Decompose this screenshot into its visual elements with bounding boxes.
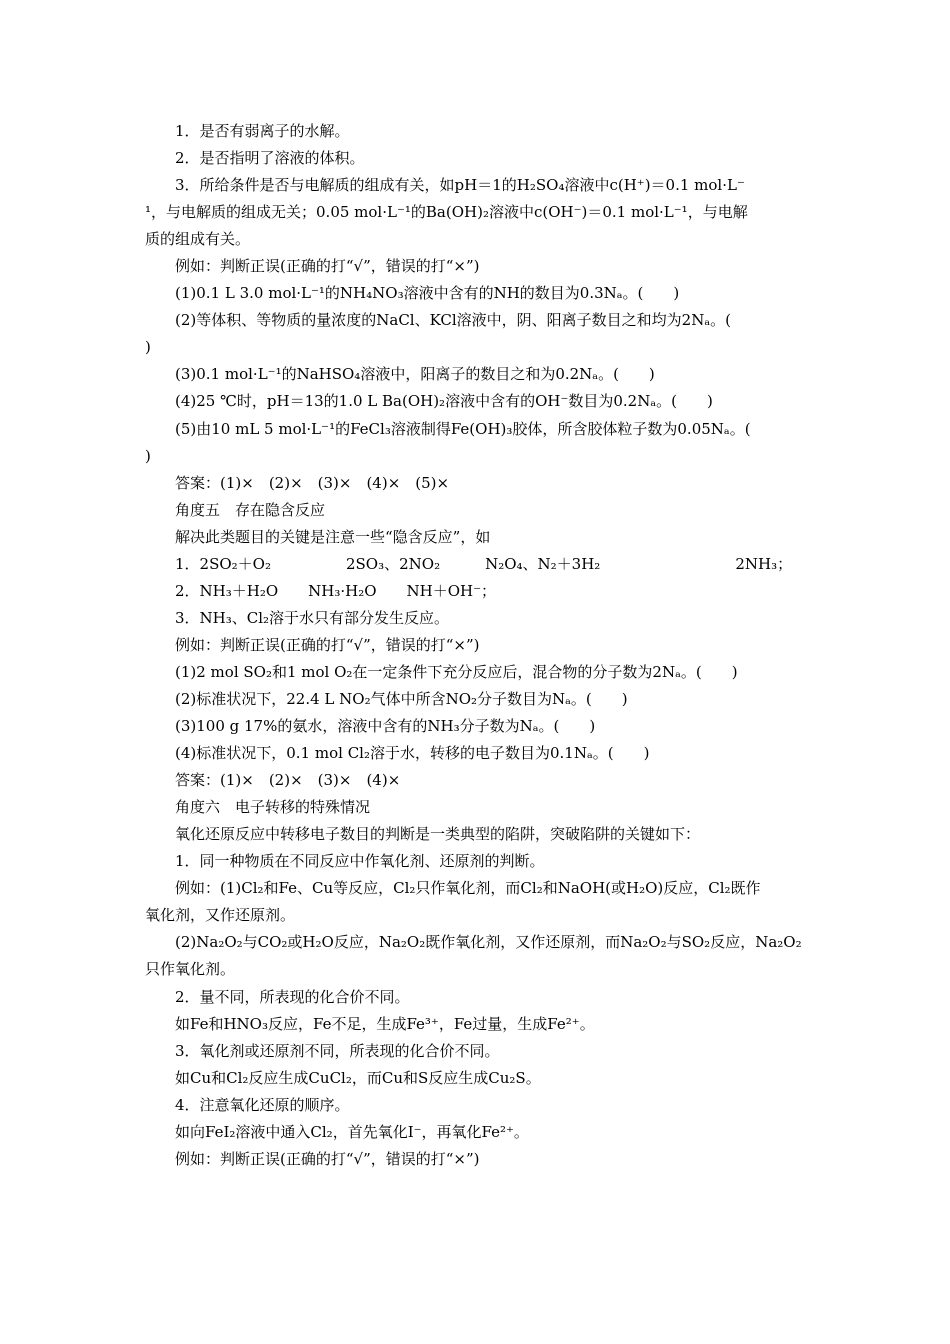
- text-line: (4)标准状况下，0.1 mol Cl₂溶于水，转移的电子数目为0.1Nₐ。( ): [175, 744, 650, 763]
- text-line: 答案：(1)× (2)× (3)× (4)×: [175, 771, 401, 790]
- text-line: (2)Na₂O₂与CO₂或H₂O反应，Na₂O₂既作氧化剂，又作还原剂，而Na₂O₂与SO₂反应，Na₂O₂: [175, 933, 802, 952]
- text-line: (3)100 g 17%的氨水，溶液中含有的NH₃分子数为Nₐ。( ): [175, 717, 596, 736]
- text-line: (3)0.1 mol·L⁻¹的NaHSO₄溶液中，阳离子的数目之和为0.2Nₐ。( ): [175, 365, 655, 384]
- text-line: (4)25 ℃时，pH＝13的1.0 L Ba(OH)₂溶液中含有的OH⁻数目为0.2Nₐ。( ): [175, 392, 713, 411]
- text-line: 3．所给条件是否与电解质的组成有关，如pH＝1的H₂SO₄溶液中c(H⁺)＝0.1 mol·L⁻: [175, 176, 745, 195]
- text-line: (1)2 mol SO₂和1 mol O₂在一定条件下充分反应后，混合物的分子数为2Nₐ。( ): [175, 662, 738, 681]
- text-line: ): [145, 446, 151, 465]
- text-line: 例如：判断正误(正确的打“√”，错误的打“×”): [175, 257, 480, 276]
- text-line: ¹，与电解质的组成无关；0.05 mol·L⁻¹的Ba(OH)₂溶液中c(OH⁻)＝0.1 mol·L⁻¹，与电解: [145, 203, 748, 222]
- text-line: (1)0.1 L 3.0 mol·L⁻¹的NH₄NO₃溶液中含有的NH的数目为0.3Nₐ。( ): [175, 284, 680, 303]
- text-line: ): [145, 338, 151, 357]
- text-line: 氧化剂，又作还原剂。: [145, 906, 296, 925]
- text-line: 如向FeI₂溶液中通入Cl₂，首先氧化I⁻，再氧化Fe²⁺。: [175, 1122, 529, 1141]
- text-line: 质的组成有关。: [145, 230, 251, 249]
- text-line: 1．同一种物质在不同反应中作氧化剂、还原剂的判断。: [175, 852, 545, 871]
- text-line: 3．NH₃、Cl₂溶于水只有部分发生反应。: [175, 608, 450, 627]
- text-line: 氧化还原反应中转移电子数目的判断是一类典型的陷阱，突破陷阱的关键如下：: [175, 825, 701, 844]
- text-line: 答案：(1)× (2)× (3)× (4)× (5)×: [175, 473, 450, 492]
- text-line: 2．NH₃＋H₂O NH₃·H₂O NH＋OH⁻；: [175, 581, 497, 600]
- text-line: 例如：判断正误(正确的打“√”，错误的打“×”): [175, 635, 480, 654]
- text-line: 1．是否有弱离子的水解。: [175, 122, 350, 140]
- text-line: 只作氧化剂。: [145, 960, 236, 979]
- text-line: 3．氧化剂或还原剂不同，所表现的化合价不同。: [175, 1041, 500, 1060]
- text-line: 例如：判断正误(正确的打“√”，错误的打“×”): [175, 1149, 480, 1168]
- text-line: 角度五 存在隐含反应: [175, 500, 326, 519]
- document-body: [145, 118, 810, 1173]
- text-line: 如Fe和HNO₃反应，Fe不足，生成Fe³⁺，Fe过量，生成Fe²⁺。: [175, 1014, 595, 1033]
- text-line: (2)标准状况下，22.4 L NO₂气体中所含NO₂分子数目为Nₐ。( ): [175, 689, 628, 708]
- text-line: 角度六 电子转移的特殊情况: [175, 798, 371, 817]
- text-line: 例如：(1)Cl₂和Fe、Cu等反应，Cl₂只作氧化剂，而Cl₂和NaOH(或H₂O)反应，Cl₂既作: [175, 879, 761, 898]
- text-line: 如Cu和Cl₂反应生成CuCl₂，而Cu和S反应生成Cu₂S。: [175, 1068, 541, 1087]
- text-line: (5)由10 mL 5 mol·L⁻¹的FeCl₃溶液制得Fe(OH)₃胶体，所含胶体粒子数为0.05Nₐ。(: [175, 419, 751, 438]
- text-line: (2)等体积、等物质的量浓度的NaCl、KCl溶液中，阴、阳离子数目之和均为2Nₐ。(: [175, 311, 731, 330]
- text-line: 2．是否指明了溶液的体积。: [175, 149, 365, 168]
- text-line: 1．2SO₂＋O₂ 2SO₃、2NO₂ N₂O₄、N₂＋3H₂ 2NH₃；: [175, 554, 793, 573]
- text-line: 解决此类题目的关键是注意一些“隐含反应”，如: [175, 527, 491, 546]
- text-line: 4．注意氧化还原的顺序。: [175, 1095, 350, 1114]
- text-line: 2．量不同，所表现的化合价不同。: [175, 987, 410, 1006]
